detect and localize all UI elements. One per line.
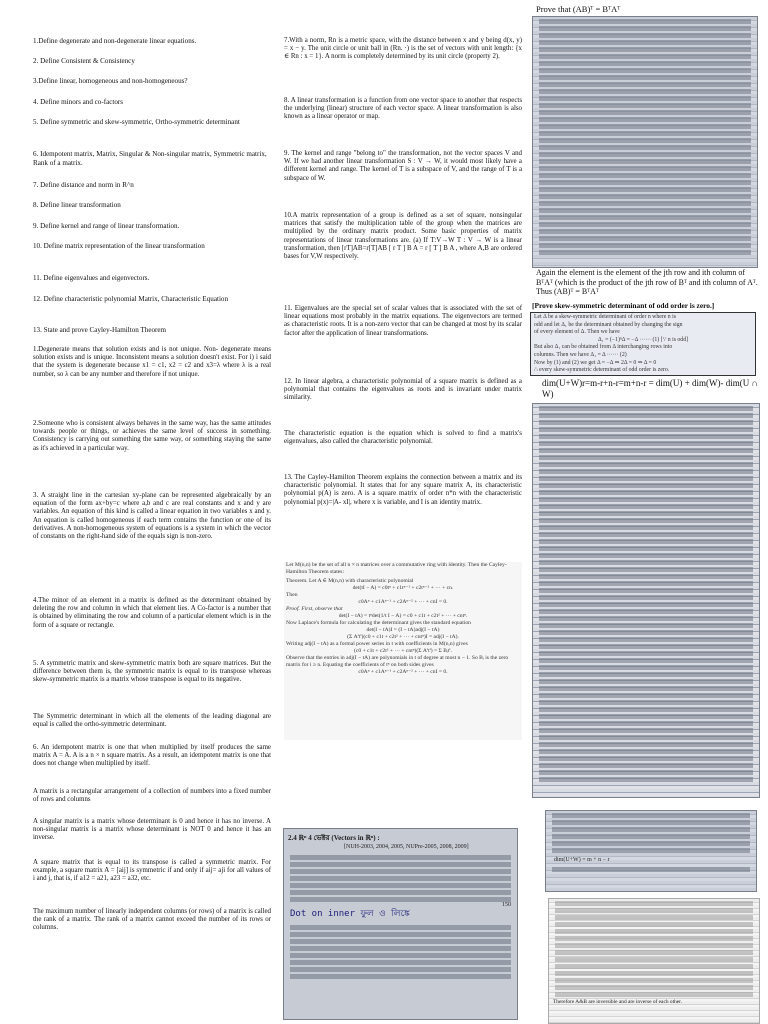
proof-then: Then — [286, 592, 298, 598]
dim-formula: dim(U+W)r=m-r+n-r=m+n-r = dim(U) + dim(W)- dim(U ∩ W) — [542, 378, 758, 399]
skew-line: Δ₁ = (−1)ⁿΔ = −Δ ······ (1) [∵ n is odd] — [597, 336, 689, 343]
proof-formula-6: (c0 + c1t + c2t² + ··· + cntⁿ)(Σ Aⁱtⁱ) = Σ Bᵢtⁱ. — [354, 648, 452, 654]
proof-formula-5: (Σ Aⁱtⁱ)(c0 + c1t + c2t² + ··· + cntⁿ)I = adj(I − tA). — [347, 634, 459, 640]
question-3: 3.Define linear, homogeneous and non-homogeneous? — [33, 77, 188, 85]
answer-8: 8. A linear transformation is a function from one vector space to another that respects the underlying (linear) structure of each vector space. A linear transformation is also known as a linear operator or map. — [284, 97, 522, 121]
question-4: 4. Define minors and co-factors — [33, 98, 124, 106]
inverse-matrix-scan — [548, 898, 760, 1024]
dim-scan-caption: dim(U+W) = m + n − r — [554, 857, 610, 863]
dimension-continuation-scan — [545, 810, 757, 892]
prove-skew-heading: [Prove skew-symmetric determinant of odd order is zero.] — [532, 301, 715, 310]
question-10: 10. Define matrix representation of the linear transformation — [33, 242, 205, 250]
answer-ortho: The Symmetric determinant in which all the elements of the leading diagonal are equal is called the ortho-symmetric determinant. — [33, 713, 271, 729]
skew-line: ∴ every skew-symmetric determinant of odd order is zero. — [534, 367, 670, 374]
proof-formula-1: det(tI − A) = c0tⁿ + c1tⁿ⁻¹ + c2tⁿ⁻² + ··· + cn. — [352, 585, 454, 591]
answer-9: 9. The kernel and range "belong to" the transformation, not the vector spaces V and W. If we had another linear transformation S : V → W, it would most likely have a different kernel and range. The kernel of T is a subspace of V, and the range of T is a subspace of W. — [284, 150, 522, 182]
skew-symmetric-proof-box — [530, 312, 756, 376]
vectors-scan-exam: [NUH-2003, 2004, 2005, NUPre-2005, 2008, 2009] — [344, 844, 469, 850]
answer-5: 5. A symmetric matrix and skew-symmetric matrix both are square matrices. But the difference between them is, the symmetric matrix is equal to its transpose whereas skew-symmetric matrix is a matrix whose transpose is equal to its negative. — [33, 660, 271, 684]
question-1: 1.Define degenerate and non-degenerate linear equations. — [33, 37, 197, 45]
transpose-proof-scan — [532, 16, 758, 268]
inverse-scan-caption: Therefore A&B are inversible and are inverse of each other. — [553, 999, 683, 1005]
proof-theorem: Theorem. Let A ∈ M(n,n) with characteristic polynomial — [286, 578, 414, 584]
skew-line: Let Δ be a skew-symmetric determinant of order n where n is — [534, 314, 677, 320]
proof-observe: Observe that the entries in adj(I − tA) are polynomials in t of degree at most n − 1. So Bᵢ is the zero matrix for i ≥ n. Equating the coefficients of tⁿ on both sides gives — [286, 655, 509, 668]
transpose-caption: Again the element is the element of the jth row and ith column of BᵀAᵀ (which is the product of the jth row of Bᵀ and ith column of Aᵀ. Thus (AB)ᵀ = BᵀAᵀ — [536, 268, 758, 296]
answer-6: 6. An idempotent matrix is one that when multiplied by itself produces the same matrix A = A. A is a n × n square matrix. As a result, an idempotent matrix is one that does not change when multiplied by itself. — [33, 744, 271, 768]
answer-7: 7.With a norm, Rn is a metric space, with the distance between x and y being d(x, y) = x − y. The unit circle or unit ball in (Rn. ·) is the set of vectors with unit length: {x ∈ Rn : x = 1}. A norm is completely determined by its unit circle (property 2). — [284, 37, 522, 61]
proof-writing: Writing adj(I − tA) as a formal power series in t with coefficients in M(n,n) gives — [286, 641, 468, 647]
answer-13: 13. The Cayley-Hamilton Theorem explains the connection between a matrix and its characteristic polynomial. It states that for any square matrix A, its characteristic polynomial p(A) is zero. A is a square matrix of order n*n with the characteristic polynomial p(x)=|A- xI|, where x is variable, and I is an identity matrix. — [284, 474, 522, 506]
question-9: 9. Define kernel and range of linear transformation. — [33, 222, 180, 230]
answer-10: 10.A matrix representation of a group is defined as a set of square, nonsingular matrices that satisfy the multiplication table of the group when the matrices are multiplied by the ordinary matrix product. Some basic properties of matrix representations of linear transformations are. (a) If T:V→W T : V → W is a linear transformation, then [rT]AB=r[T]AB [ r T ] B A = r [ T ] B A , where A,B are ordered bases for V,W respectively. — [284, 212, 522, 261]
answer-12: 12. In linear algebra, a characteristic polynomial of a square matrix is defined as a polynomial that contains the eigenvalues as roots and is invariant under matrix similarity. — [284, 378, 522, 402]
answer-4: 4.The minor of an element in a matrix is defined as the determinant obtained by deleting the row and column in which that element lies. A Co-factor is a number that is obtained by eliminating the row and column of a particular element which is in the form of a square or rectangle. — [33, 597, 271, 629]
question-6: 6. Idempotent matrix, Matrix, Singular & Non-singular matrix, Symmetric matrix, Rank of a matrix. — [33, 150, 267, 167]
question-2: 2. Define Consistent & Consistency — [33, 57, 135, 65]
vectors-in-rn-scan — [283, 828, 518, 1020]
question-11: 11. Define eigenvalues and eigenvectors. — [33, 274, 150, 282]
vectors-scan-heading: 2.4 ℝⁿ 4 ভেক্টর (Vectors in ℝⁿ) : — [288, 834, 380, 842]
question-8: 8. Define linear transformation — [33, 201, 121, 209]
proof-intro: Let M(n,n) be the set of all n × n matrices over a commutative ring with identity. Then the Cayley-Hamilton Theorem states: — [286, 562, 507, 575]
proof-formula-2: c0Aⁿ + c1Aⁿ⁻¹ + c2Aⁿ⁻² + ··· + cnI = 0. — [358, 599, 448, 605]
proof-formula-3: det(I − tA) = tⁿdet(1/t I − A) = c0 + c1t + c2t² + ··· + cntⁿ. — [338, 613, 468, 619]
answer-3: 3. A straight line in the cartesian xy-plane can be represented algebraically by an equation of the form ax+by=c where a,b and c are real constants and x and y are variables. An equation of this kind is called a linear equation in two variables x and y. An equation is called homogeneous if each term contains the function or one of its derivatives. A non-homogeneous system of equations is a system in which the vector of constants on the right-hand side of the equals sign is non-zero. — [33, 492, 271, 541]
question-12: 12. Define characteristic polynomial Matrix, Characteristic Equation — [33, 295, 229, 303]
question-13: 13. State and prove Cayley-Hamilton Theorem — [33, 326, 167, 334]
question-7: 7. Define distance and norm in R^n — [33, 181, 134, 189]
vectors-scan-page-number: 150 — [502, 902, 511, 908]
vectors-scan-handwritten-note: Dot on inner ফুল ও লিঙ্কে — [290, 909, 410, 919]
skew-line: Now by (1) and (2) we get Δ = −Δ ⇒ 2Δ = 0 ⇒ Δ = 0 — [534, 359, 657, 366]
proof-laplace: Now Laplace's formula for calculating the determinant gives the standard equation — [286, 620, 471, 626]
subspace-dimension-scan — [532, 403, 760, 798]
skew-line: odd and let Δ₁ be the determinant obtained by changing the sign — [534, 321, 683, 328]
skew-line: of every element of Δ. Then we have — [534, 329, 620, 336]
answer-singular: A singular matrix is a matrix whose determinant is 0 and hence it has no inverse. A non-singular matrix is a matrix whose determinant is NOT 0 and hence it has an inverse. — [33, 818, 271, 842]
answer-rank: The maximum number of linearly independent columns (or rows) of a matrix is called the rank of a matrix. The rank of a matrix cannot exceed the number of its rows or columns. — [33, 908, 271, 932]
proof-formula-4: det(I − tA)I = (I − tA)adj(I − tA) — [366, 627, 440, 633]
answer-2: 2.Someone who is consistent always behaves in the same way, has the same attitudes towards people or things, or achieves the same level of success in something. Consistency is carrying out something the same way, or something staying the same as it's achieved in a particular way. — [33, 420, 271, 452]
prove-transpose-text: Prove that (AB)ᵀ = BᵀAᵀ — [536, 4, 621, 14]
answer-1: 1.Degenerate means that solution exists and is not unique. Non- degenerate means solution exists and is unique. Inconsistent means a solution doesn't exist. For i) i said that the system is degenerate because x1 = c1, x2 = c2 and x3=λ where λ is a real number, so λ can be any number and therefore if not unique. — [33, 346, 271, 378]
proof-start: Proof. First, observe that — [286, 606, 343, 612]
answer-char-eq: The characteristic equation is the equation which is solved to find a matrix's eigenvalues, also called the characteristic polynomial. — [284, 430, 522, 446]
answer-matrix: A matrix is a rectangular arrangement of a collection of numbers into a fixed number of rows and columns — [33, 788, 271, 804]
answer-symmetric: A square matrix that is equal to its transpose is called a symmetric matrix. For example, a square matrix A = [aij] is symmetric if and only if aij= aji for all values of i and j, that is, if a12 = a21, a23 = a32, etc. — [33, 859, 271, 883]
cayley-hamilton-proof-scan — [284, 562, 522, 740]
question-5: 5. Define symmetric and skew-symmetric, Ortho-symmetric determinant — [33, 118, 240, 126]
skew-line: columns. Then we have Δ₁ = Δ ······ (2) — [534, 351, 627, 358]
skew-line: But also Δ₁ can be obtained from Δ interchanging rows into — [534, 344, 673, 351]
proof-formula-7: c0Aⁿ + c1Aⁿ⁻¹ + c2Aⁿ⁻² + ··· + cnI = 0. — [358, 669, 448, 675]
answer-11: 11. Eigenvalues are the special set of scalar values that is associated with the set of linear equations most probably in the matrix equations. The eigenvectors are termed as characteristic roots. It is a non-zero vector that can be changed at most by its scalar factor after the application of linear transformations. — [284, 305, 522, 337]
